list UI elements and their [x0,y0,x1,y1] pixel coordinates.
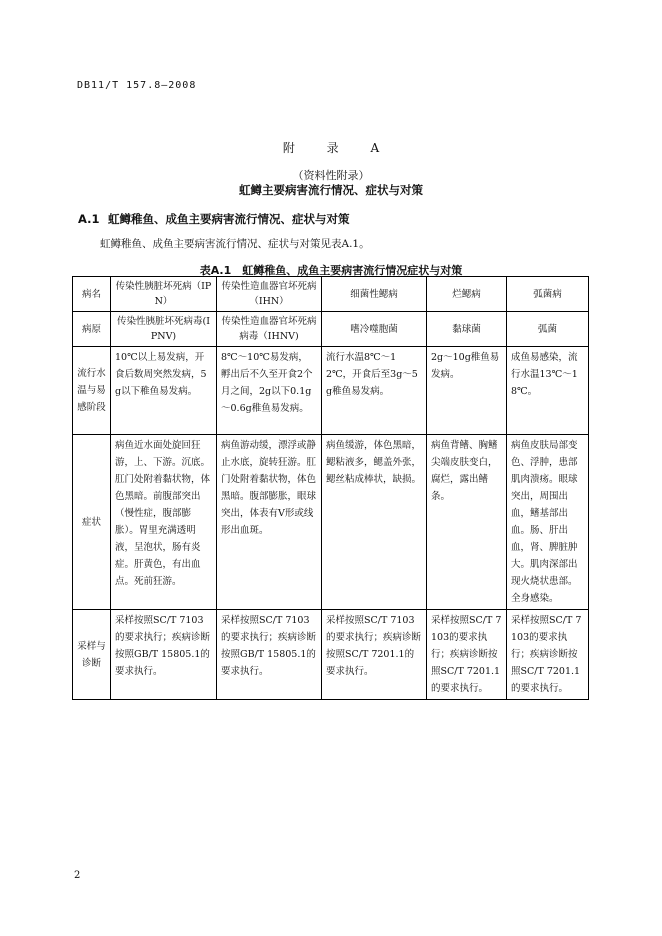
table-cell: 10℃以上易发病，开食后数周突然发病，5g以下稚鱼易发病。 [111,347,217,435]
table-cell: 烂鳃病 [427,277,507,312]
table-cell: 采样按照SC/T 7103的要求执行；疾病诊断按照GB/T 15805.1的要求执行。 [217,610,322,700]
table-row-diagnosis [73,610,589,700]
row-head: 症状 [73,435,111,610]
table-cell: 流行水温8℃～12℃，开食后至3g～5g稚鱼易发病。 [322,347,427,435]
section-body: 虹鳟稚鱼、成鱼主要病害流行情况、症状与对策见表A.1。 [100,238,370,250]
table-caption: 表A.1 虹鳟稚鱼、成鱼主要病害流行情况症状与对策 [199,264,463,277]
row-head: 病名 [73,277,111,312]
table-cell: 8℃～10℃易发病，孵出后不久至开食2个月之间，2g以下0.1g～0.6g稚鱼易发病。 [217,347,322,435]
table-cell: 弧菌病 [507,277,589,312]
table-cell: 传染性胰脏坏死病（IPN） [111,277,217,312]
table-cell: 传染性造血器官坏死病（IHN） [217,277,322,312]
table-cell: 病鱼游动缓，漂浮或静止水底，旋转狂游。肛门处附着黏状物，体色黑暗。腹部膨胀，眼球突出，体表有V形或线形出血斑。 [217,435,322,610]
table-cell: 传染性造血器官坏死病病毒（IHNV) [217,312,322,347]
table-cell: 2g～10g稚鱼易发病。 [427,347,507,435]
table-row-season [73,347,589,435]
table-row-symptoms [73,435,589,610]
table-cell: 病鱼背鳍、胸鳍尖端皮肤变白，腐烂，露出鳍条。 [427,435,507,610]
table-cell: 采样按照SC/T 7103的要求执行；疾病诊断按照GB/T 15805.1的要求执行。 [111,610,217,700]
section-number: A.1 [78,212,100,226]
disease-table [72,276,589,700]
table-row-name [73,277,589,312]
table-cell: 传染性胰脏坏死病毒(IPNV) [111,312,217,347]
document-code: DB11/T 157.8—2008 [77,80,197,91]
row-head: 采样与诊断 [73,610,111,700]
table-cell: 病鱼缓游，体色黑暗，鳃粘液多，鳃盖外张，鳃丝粘成棒状，缺损。 [322,435,427,610]
section-heading [78,211,350,227]
table-cell: 成鱼易感染，流行水温13℃～18℃。 [507,347,589,435]
table-cell: 嗜冷噬胞菌 [322,312,427,347]
annex-subtitle: 虹鳟主要病害流行情况、症状与对策 [239,183,423,197]
table-cell: 采样按照SC/T 7103的要求执行；疾病诊断按照SC/T 7201.1的要求执行。 [427,610,507,700]
row-head: 病原 [73,312,111,347]
page-number: 2 [74,870,81,881]
table-cell: 细菌性鳃病 [322,277,427,312]
table-cell: 采样按照SC/T 7103的要求执行；疾病诊断按照SC/T 7201.1的要求执行。 [322,610,427,700]
table-cell: 采样按照SC/T 7103的要求执行；疾病诊断按照SC/T 7201.1的要求执行。 [507,610,589,700]
table-row-pathogen [73,312,589,347]
table-cell: 黏球菌 [427,312,507,347]
table-cell: 病鱼皮肤局部变色、浮肿，患部肌肉溃疡。眼球突出，周围出血，鳍基部出血。肠、肝出血，肾、脾脏肿大。肌肉深部出现火烧状患部。全身感染。 [507,435,589,610]
table-cell: 弧菌 [507,312,589,347]
annex-title: 附 录 A [282,141,394,155]
section-heading-text: 虹鳟稚鱼、成鱼主要病害流行情况、症状与对策 [108,212,350,226]
row-head: 流行水温与易感阶段 [73,347,111,435]
table-cell: 病鱼近水面处旋回狂游，上、下游。沉底。肛门处附着黏状物，体色黑暗。前腹部突出（慢性症，腹部膨胀）。胃里充满透明液，呈泡状，肠有炎症。肝黄色，有出血点。死前狂游。 [111,435,217,610]
annex-type: （资料性附录） [292,169,370,182]
